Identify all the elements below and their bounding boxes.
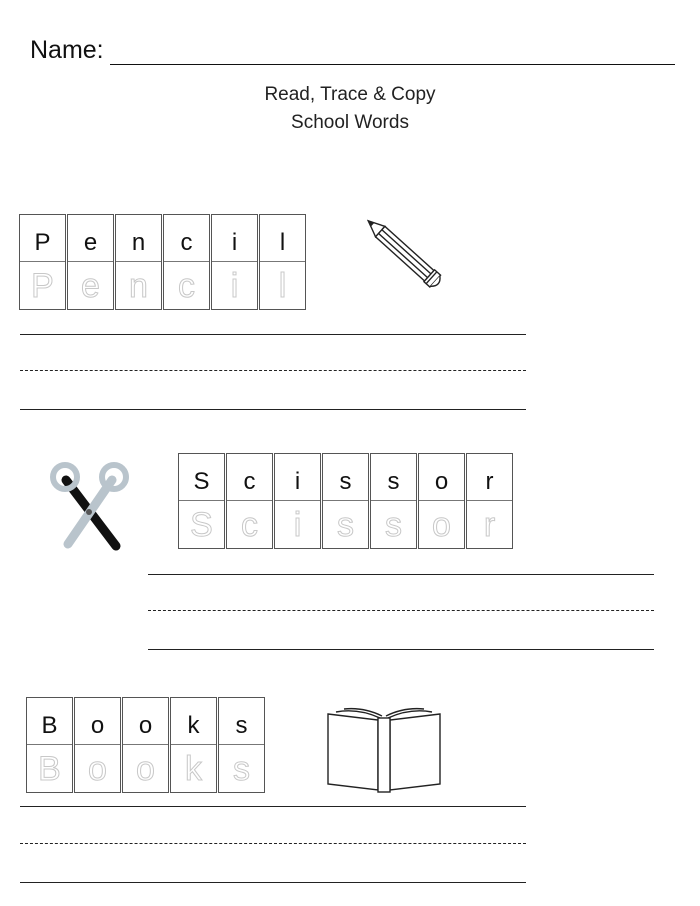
letter-tiles-books — [26, 697, 266, 793]
worksheet-title: Read, Trace & Copy — [264, 84, 436, 105]
pencil-icon — [352, 206, 456, 300]
worksheet-subtitle: School Words — [291, 112, 409, 133]
name-writing-line — [110, 64, 675, 65]
trace-letter: B — [38, 749, 61, 788]
trace-letter: e — [81, 266, 100, 305]
letter: o — [419, 454, 464, 501]
writing-guide-line — [148, 610, 654, 611]
letter: P — [20, 215, 65, 262]
letter: r — [467, 454, 512, 501]
letter: c — [227, 454, 272, 501]
trace-letter: c — [241, 505, 258, 544]
writing-guide-line — [20, 843, 526, 844]
writing-guide-line — [20, 370, 526, 371]
trace-letter: n — [129, 266, 148, 305]
letter-tile — [418, 453, 465, 549]
letter-tile — [115, 214, 162, 310]
letter: e — [68, 215, 113, 262]
letter: o — [75, 698, 120, 745]
letter: i — [275, 454, 320, 501]
letter-tiles-scissor — [178, 453, 514, 549]
letter-tile — [67, 214, 114, 310]
letter: s — [371, 454, 416, 501]
trace-letter: k — [185, 749, 202, 788]
trace-letter: P — [31, 266, 54, 305]
letter-tile — [274, 453, 321, 549]
letter-tile — [322, 453, 369, 549]
letter-tile — [211, 214, 258, 310]
letter: n — [116, 215, 161, 262]
name-row — [30, 36, 675, 72]
letter-tile — [218, 697, 265, 793]
letter: B — [27, 698, 72, 745]
book-icon — [322, 704, 446, 796]
trace-letter: o — [432, 505, 451, 544]
letter: c — [164, 215, 209, 262]
letter-tiles-pencil — [19, 214, 307, 310]
letter-tile — [19, 214, 66, 310]
letter: s — [323, 454, 368, 501]
trace-letter: s — [233, 749, 250, 788]
trace-letter: o — [88, 749, 107, 788]
letter-tile — [122, 697, 169, 793]
trace-letter: l — [278, 266, 287, 305]
letter: i — [212, 215, 257, 262]
trace-letter: S — [190, 505, 213, 544]
letter-tile — [163, 214, 210, 310]
trace-letter: s — [337, 505, 354, 544]
letter-tile — [170, 697, 217, 793]
letter-tile — [259, 214, 306, 310]
letter: S — [179, 454, 224, 501]
letter-tile — [26, 697, 73, 793]
writing-line — [20, 334, 526, 335]
letter-tile — [370, 453, 417, 549]
letter-tile — [466, 453, 513, 549]
writing-line — [148, 574, 654, 575]
letter: s — [219, 698, 264, 745]
letter-tile — [226, 453, 273, 549]
writing-line — [20, 882, 526, 883]
letter: k — [171, 698, 216, 745]
scissors-icon — [48, 460, 132, 552]
trace-letter: s — [385, 505, 402, 544]
trace-letter: o — [136, 749, 155, 788]
name-label: Name: — [30, 36, 104, 64]
letter: l — [260, 215, 305, 262]
trace-letter: i — [293, 505, 302, 544]
trace-letter: i — [230, 266, 239, 305]
letter: o — [123, 698, 168, 745]
letter-tile — [178, 453, 225, 549]
letter-tile — [74, 697, 121, 793]
writing-line — [20, 409, 526, 410]
writing-line — [20, 806, 526, 807]
trace-letter: c — [178, 266, 195, 305]
trace-letter: r — [483, 505, 496, 544]
writing-line — [148, 649, 654, 650]
